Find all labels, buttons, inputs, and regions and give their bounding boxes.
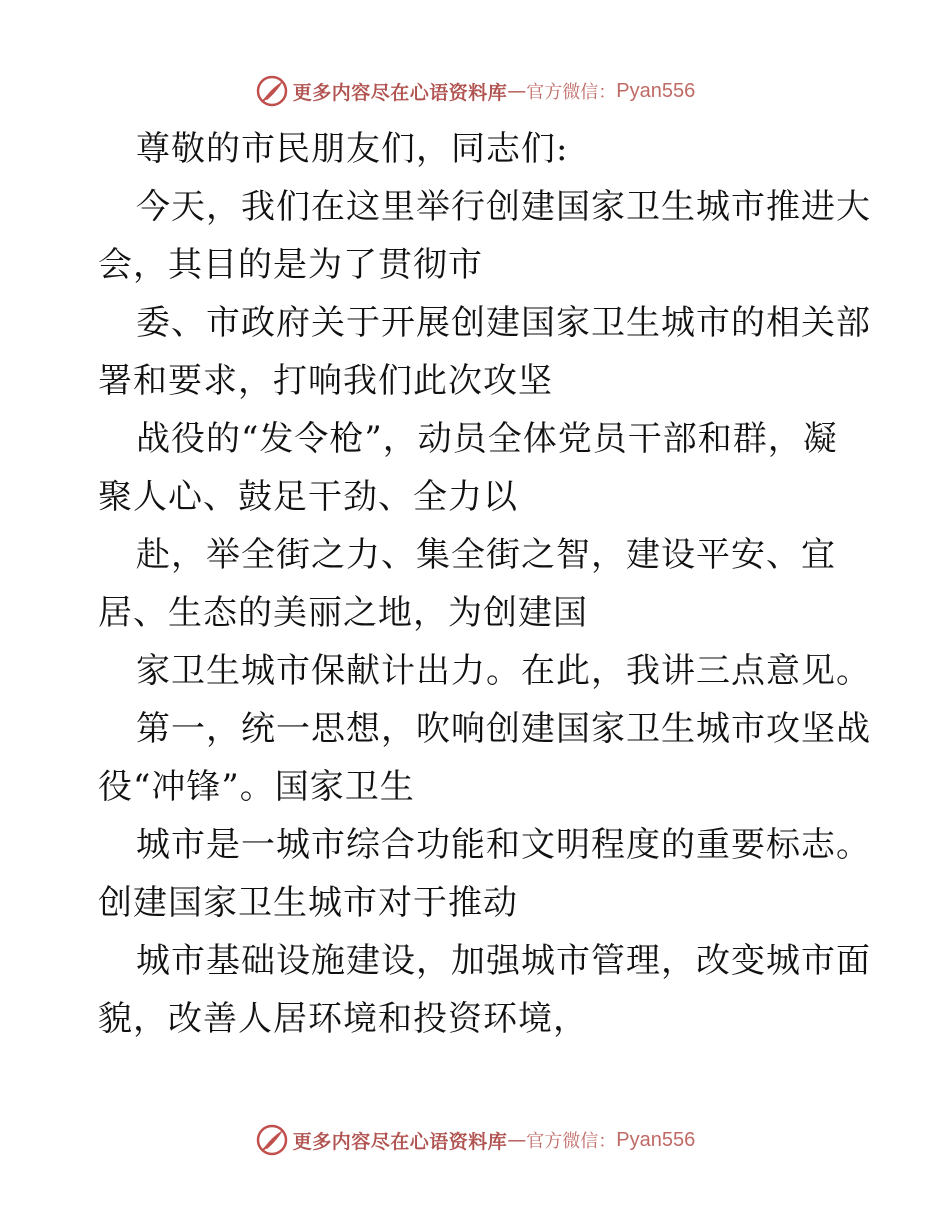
body-line: 貌，改善人居环境和投资环境，	[98, 999, 588, 1039]
header-wechat-id: Pyan556	[616, 79, 696, 102]
body-line: 委、市政府关于开展创建国家卫生城市的相关部	[136, 303, 871, 343]
body-line: 署和要求，打响我们此次攻坚	[98, 361, 553, 401]
footer-brand-text: 更多内容尽在心语资料库	[292, 1130, 508, 1153]
header-wechat-label: 官方微信：	[526, 82, 617, 103]
body-line: 赴，举全街之力、集全街之智，建设平安、宜	[136, 535, 836, 575]
body-line: 战役的“发令枪”，动员全体党员干部和群，凝	[136, 419, 838, 459]
body-line: 第一，统一思想，吹响创建国家卫生城市攻坚战	[136, 709, 871, 749]
body-line: 城市是一城市综合功能和文明程度的重要标志。	[136, 825, 871, 865]
body-line: 居、生态的美丽之地，为创建国	[98, 593, 588, 633]
header-watermark	[0, 71, 950, 111]
header-brand-text: 更多内容尽在心语资料库	[292, 81, 508, 104]
footer-watermark	[0, 1120, 950, 1160]
body-line: 家卫生城市保献计出力。在此，我讲三点意见。	[136, 651, 871, 691]
body-line: 聚人心、鼓足干劲、全力以	[98, 477, 518, 517]
footer-separator: —	[507, 1129, 527, 1151]
body-line: 会，其目的是为了贯彻市	[98, 245, 483, 285]
quill-logo-icon	[255, 74, 289, 108]
body-line: 尊敬的市民朋友们，同志们:	[136, 129, 569, 169]
quill-logo-icon	[255, 1123, 289, 1157]
body-line: 役“冲锋”。国家卫生	[98, 767, 415, 807]
body-line: 城市基础设施建设，加强城市管理，改变城市面	[136, 941, 871, 981]
header-separator: —	[507, 80, 527, 102]
footer-wechat-id: Pyan556	[616, 1128, 696, 1151]
footer-wechat-label: 官方微信：	[526, 1131, 617, 1152]
document-body	[98, 120, 871, 1048]
body-line: 创建国家卫生城市对于推动	[98, 883, 518, 923]
body-line: 今天，我们在这里举行创建国家卫生城市推进大	[136, 187, 871, 227]
